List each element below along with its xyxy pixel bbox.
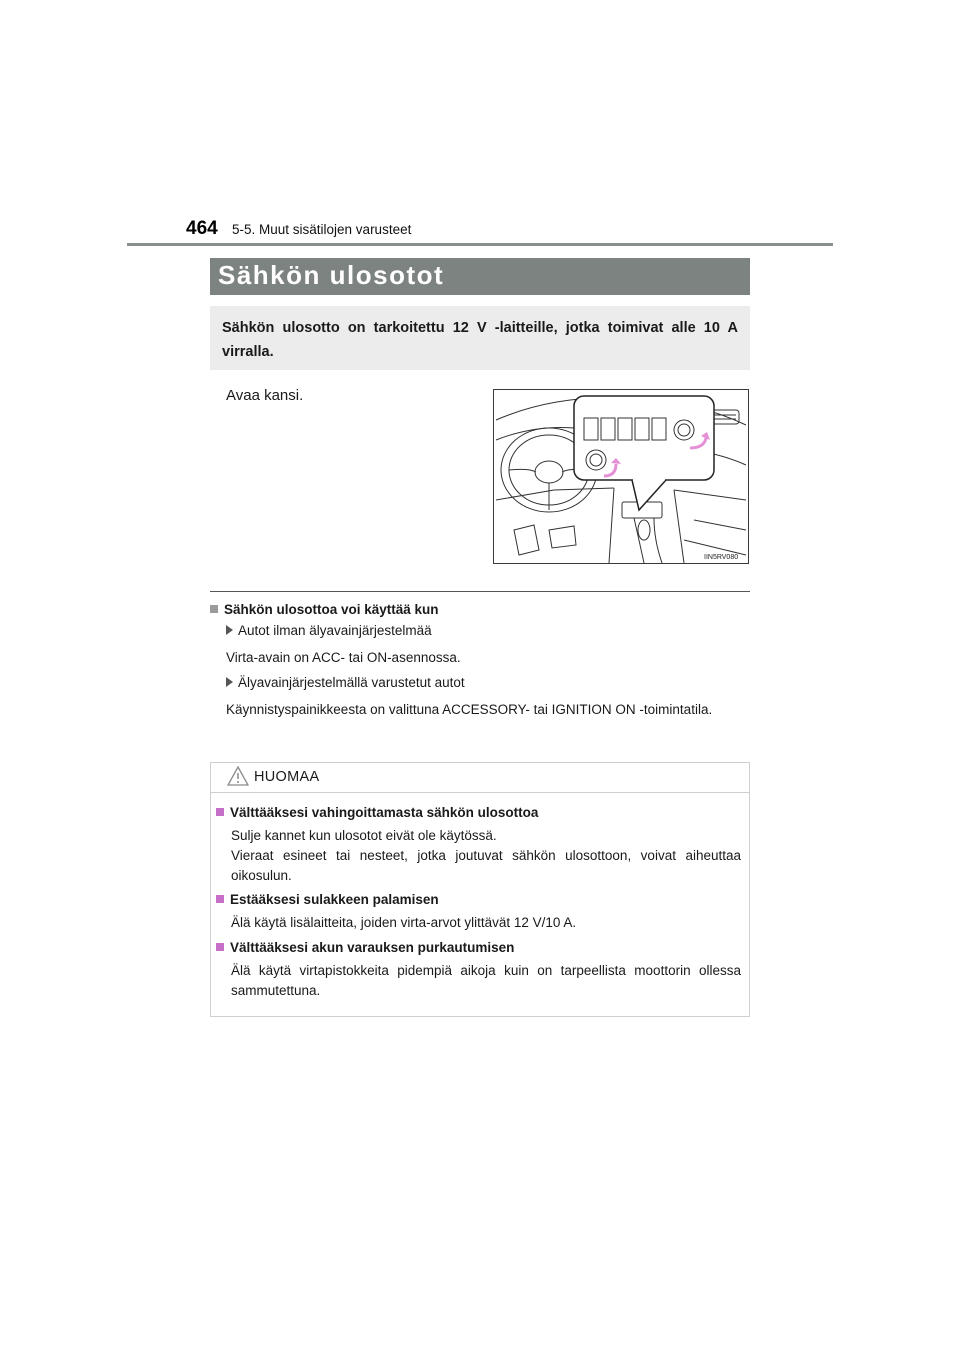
caution-text: Vieraat esineet tai nesteet, jotka joutuvat sähkön ulosottoon, voivat aiheuttaa oikosulun. [231,848,741,883]
caution-box [210,762,750,1017]
caution-text: Älä käytä virtapistokkeita pidempiä aikoja kuin on tarpeellista moottorin ollessa sammutettuna. [231,963,741,998]
usage-heading: Sähkön ulosottoa voi käyttää kun [210,602,439,617]
caution-header [211,763,749,793]
square-bullet-icon [216,895,224,903]
square-bullet-icon [210,605,218,613]
caution-label: HUOMAA [254,769,320,785]
caution-heading: Välttääksesi vahingoittamasta sähkön ulosottoa [216,805,538,820]
arrow-bullet-icon [226,625,233,635]
usage-item-text: Virta-avain on ACC- tai ON-asennossa. [226,650,461,665]
arrow-bullet-icon [226,677,233,687]
square-bullet-icon [216,808,224,816]
section-rule [210,591,750,592]
caution-text: Sulje kannet kun ulosotot eivät ole käytössä. [231,828,497,843]
page-title: Sähkön ulosotot [218,260,445,290]
header-rule [127,243,833,246]
square-bullet-icon [216,943,224,951]
page-number: 464 [186,218,218,239]
title-bar [210,258,750,295]
warning-triangle-icon [227,766,249,786]
intro-text: Sähkön ulosotto on tarkoitettu 12 V -laitteille, jotka toimivat alle 10 A virralla. [222,320,738,360]
usage-item-label: Älyavainjärjestelmällä varustetut autot [226,675,465,690]
step-text: Avaa kansi. [226,387,304,404]
dashboard-illustration [493,389,749,564]
usage-item-text: Käynnistyspainikkeesta on valittuna ACCESSORY- tai IGNITION ON -toimintatila. [226,702,713,717]
intro-box [210,306,750,370]
usage-item-label: Autot ilman älyavainjärjestelmää [226,623,432,638]
caution-heading: Välttääksesi akun varauksen purkautumisen [216,940,514,955]
caution-heading: Estääksesi sulakkeen palamisen [216,892,439,907]
section-label: 5-5. Muut sisätilojen varusteet [232,222,412,237]
caution-text: Älä käytä lisälaitteita, joiden virta-arvot ylittävät 12 V/10 A. [231,915,577,930]
figure-code: IIN5RV080 [704,554,739,561]
